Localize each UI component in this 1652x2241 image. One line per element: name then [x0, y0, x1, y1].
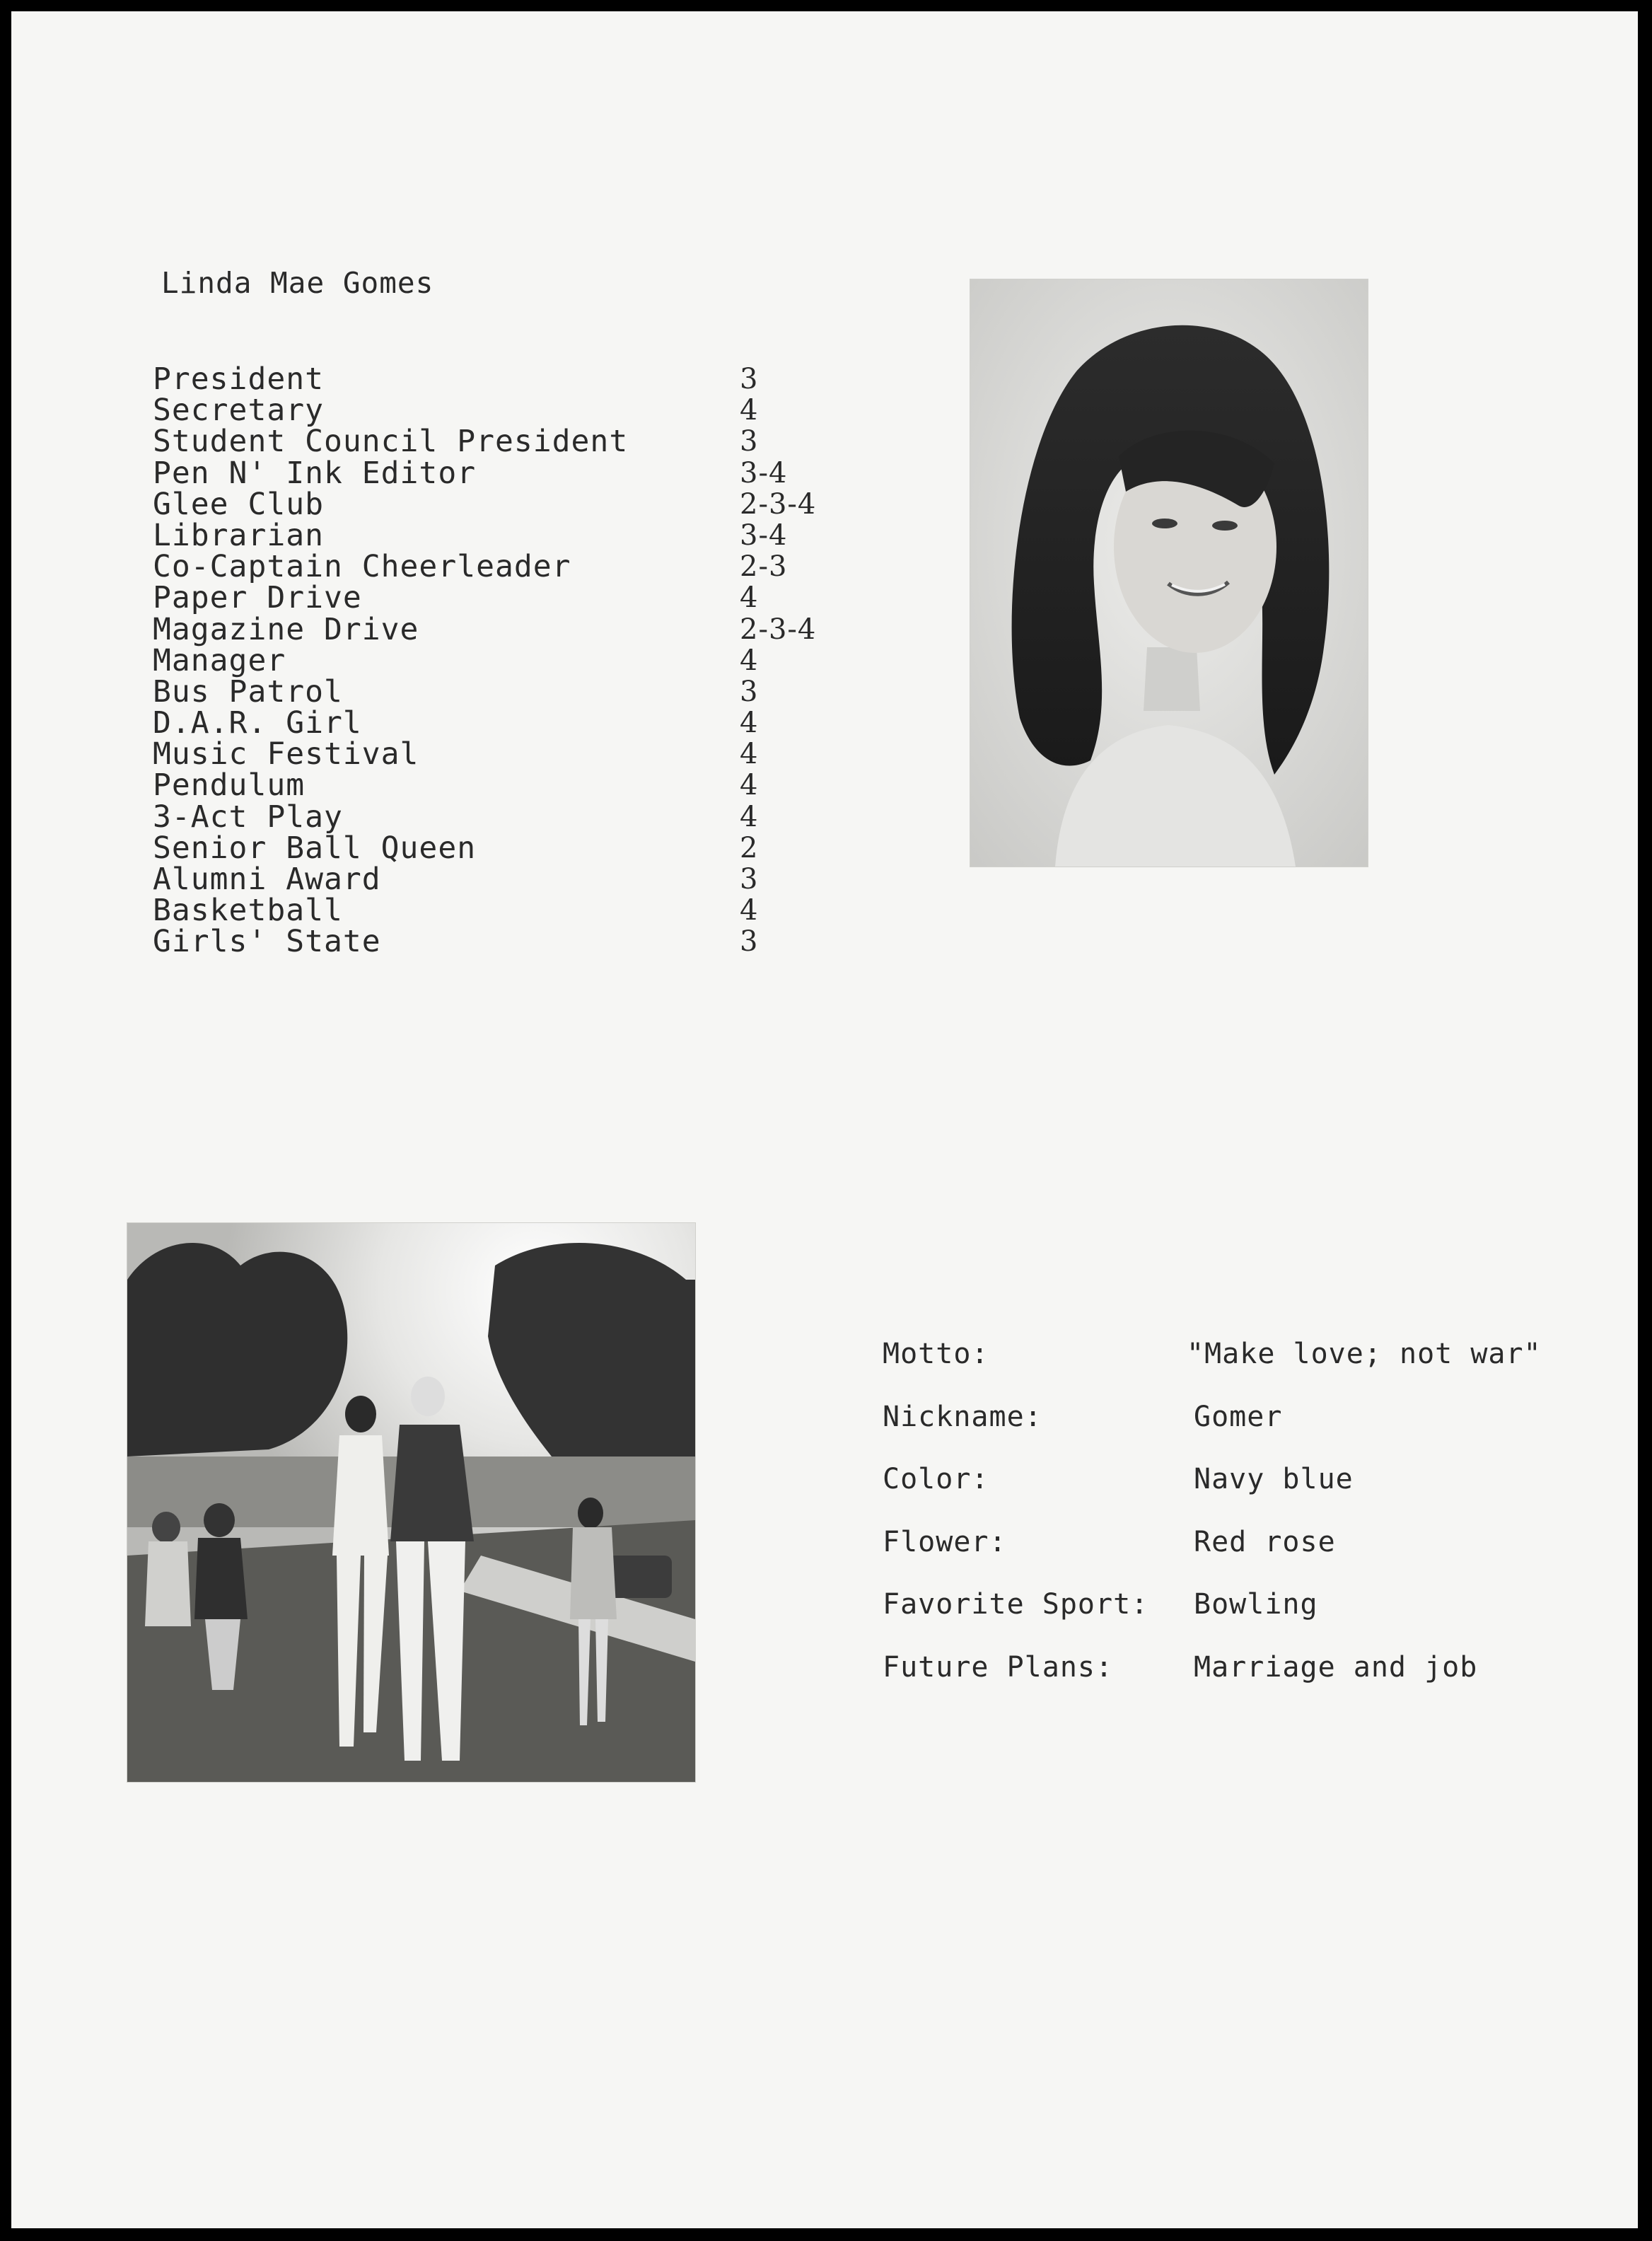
activity-years: 4: [740, 800, 759, 833]
activity-years: 4: [740, 769, 759, 802]
activity-years: 4: [740, 644, 759, 677]
activity-name: Alumni Award: [153, 862, 381, 897]
fact-row-nickname: [883, 1401, 1618, 1464]
fact-label: Future Plans:: [883, 1650, 1114, 1684]
activity-years: 3: [740, 425, 759, 458]
activity-name: President: [153, 361, 324, 397]
activity-row: [153, 517, 902, 553]
activity-years: 3: [740, 863, 759, 896]
activity-row: [153, 801, 902, 833]
activity-name: Student Council President: [153, 424, 629, 460]
fact-label: Favorite Sport:: [883, 1588, 1149, 1621]
activity-years: 3: [740, 363, 759, 395]
activity-name: 3-Act Play: [153, 799, 343, 835]
activity-name: Magazine Drive: [153, 611, 419, 647]
fact-label: Color:: [883, 1463, 989, 1495]
activity-name: Senior Ball Queen: [153, 830, 477, 866]
activities-list: [153, 361, 902, 960]
fact-label: Motto:: [883, 1338, 989, 1370]
fact-row-motto: [883, 1338, 1618, 1401]
yearbook-page: [11, 11, 1638, 2228]
fact-label: Flower:: [883, 1525, 1007, 1558]
activity-name: Pendulum: [153, 768, 306, 804]
fact-row-flower: [883, 1526, 1618, 1589]
activity-years: 3-4: [740, 456, 788, 490]
fact-value: Bowling: [1194, 1588, 1318, 1621]
activity-row: [153, 768, 902, 804]
fact-value: Marriage and job: [1194, 1650, 1478, 1684]
activity-row: [153, 642, 902, 678]
candid-image: [127, 1223, 695, 1782]
fact-row-color: [883, 1463, 1618, 1526]
activity-years: 3: [740, 675, 759, 708]
activity-row: [153, 393, 902, 429]
candid-walking-photo: [127, 1222, 696, 1783]
activity-years: 4: [740, 738, 759, 771]
activity-row: [153, 736, 902, 772]
activity-years: 2-3-4: [740, 613, 817, 646]
activity-name: Bus Patrol: [153, 673, 343, 710]
activity-row: [153, 486, 902, 522]
activity-name: Paper Drive: [153, 580, 362, 616]
fact-row-favorite-sport: [883, 1588, 1618, 1651]
activity-row: [153, 864, 902, 895]
senior-name: Linda Mae Gomes: [161, 266, 434, 300]
activity-row: [153, 611, 902, 647]
activity-name: Secretary: [153, 393, 324, 429]
activity-row: [153, 549, 902, 585]
activity-name: Girls' State: [153, 924, 381, 960]
activity-name: Co-Captain Cheerleader: [153, 549, 571, 585]
activity-name: Basketball: [153, 893, 343, 929]
fact-value: Navy blue: [1194, 1463, 1354, 1495]
fact-value: Red rose: [1194, 1525, 1336, 1558]
activity-years: 4: [740, 581, 759, 615]
activity-row: [153, 361, 902, 397]
activity-name: Pen N' Ink Editor: [153, 455, 477, 491]
activity-years: 2-3-4: [740, 487, 817, 521]
activity-row: [153, 924, 902, 960]
senior-facts-list: [883, 1338, 1618, 1713]
fact-row-future-plans: [883, 1651, 1618, 1714]
senior-portrait-photo: [970, 279, 1368, 867]
activity-years: 4: [740, 707, 759, 740]
activity-row: [153, 580, 902, 616]
activity-years: 3-4: [740, 519, 788, 552]
activity-years: 4: [740, 394, 759, 427]
activity-row: [153, 455, 902, 491]
activity-name: Glee Club: [153, 486, 324, 522]
activity-name: D.A.R. Girl: [153, 705, 362, 741]
portrait-image: [970, 279, 1368, 867]
fact-value: "Make love; not war": [1187, 1338, 1542, 1370]
fact-label: Nickname:: [883, 1400, 1042, 1433]
fact-value: Gomer: [1194, 1400, 1283, 1433]
activity-row: [153, 673, 902, 710]
activity-name: Librarian: [153, 517, 324, 553]
activity-row: [153, 830, 902, 866]
activity-years: 2: [740, 831, 759, 864]
activity-years: 4: [740, 894, 759, 927]
activity-row: [153, 424, 902, 460]
activity-row: [153, 707, 902, 739]
activity-name: Music Festival: [153, 736, 419, 772]
activity-years: 2-3: [740, 550, 788, 584]
activity-name: Manager: [153, 642, 286, 678]
activity-row: [153, 893, 902, 929]
activity-years: 3: [740, 925, 759, 959]
